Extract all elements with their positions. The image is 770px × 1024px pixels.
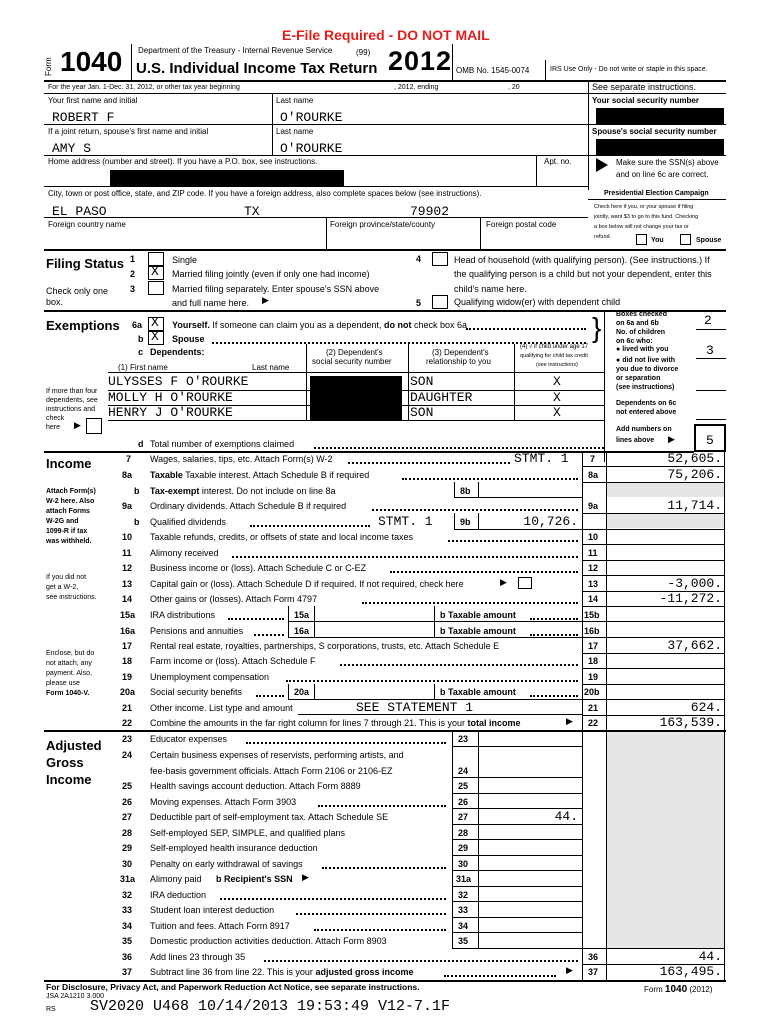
- line30-label: Penalty on early withdrawal of savings: [150, 859, 303, 869]
- filing-hoh-label-b: the qualifying person is a child but not your dependent, enter this: [454, 269, 712, 279]
- attach-6: was withheld.: [46, 538, 92, 545]
- line8a-value[interactable]: 75,206.: [667, 467, 722, 482]
- arrow-icon: ▶: [74, 420, 81, 430]
- no-w2-2: get a W-2,: [46, 584, 79, 591]
- arrow-icon: ▶: [668, 434, 675, 444]
- filing-qw-label: Qualifying widow(er) with dependent child: [454, 297, 621, 307]
- city-label: City, town or post office, state, and ZIP code. If you have a foreign address, also complete spaces below (see instructions).: [48, 189, 482, 198]
- line31a-label: Alimony paid: [150, 874, 202, 884]
- side-2: on 6a and 6b: [616, 320, 659, 327]
- stamp-line: SV2020 U468 10/14/2013 19:53:49 V12-7.1F: [90, 998, 451, 1015]
- self-label: Yourself.: [172, 320, 210, 330]
- line34-label: Tuition and fees. Attach Form 8917: [150, 921, 290, 931]
- enclose-5: Form 1040-V.: [46, 690, 90, 697]
- line27-value[interactable]: 44.: [554, 809, 578, 824]
- spouse-ssn-redaction: [596, 139, 724, 155]
- line23-label: Educator expenses: [150, 734, 228, 744]
- line20a-label: Social security benefits: [150, 687, 243, 697]
- line21-stmt: SEE STATEMENT 1: [356, 700, 474, 715]
- enclose-2: not attach, any: [46, 660, 92, 667]
- line33-label: Student loan interest deduction: [150, 905, 275, 915]
- pec-you-checkbox[interactable]: [636, 234, 647, 245]
- exempt-self-mark: X: [151, 315, 159, 330]
- side-5-text: lived with you: [622, 346, 669, 353]
- line37-text: Subtract line 36 from line 22. This is your: [150, 967, 313, 977]
- pec-text-3: a box below will not change your tax or: [594, 224, 689, 230]
- agi-title-2: Gross: [46, 755, 84, 770]
- dep1-check[interactable]: X: [553, 374, 561, 389]
- self-text: If someone can claim you as a dependent,: [212, 320, 382, 330]
- line8b-taxexempt: Tax-exempt: [150, 486, 200, 496]
- exempt-spouse-mark: X: [151, 329, 159, 344]
- filing-hoh-checkbox[interactable]: [432, 252, 448, 266]
- attach-4: W-2G and: [46, 518, 79, 525]
- form-title: U.S. Individual Income Tax Return: [136, 60, 378, 77]
- ssn-check-arrow: [596, 158, 608, 172]
- see-instructions: See separate instructions.: [592, 82, 697, 92]
- ssn-note-2: and on line 6c are correct.: [616, 170, 709, 179]
- box-label: box.: [46, 297, 64, 307]
- line31b-label: b Recipient's SSN: [216, 874, 293, 884]
- ssn-label: Your social security number: [592, 96, 699, 105]
- line36-label: Add lines 23 through 35: [150, 952, 246, 962]
- line8a-taxable: Taxable: [150, 470, 183, 480]
- line7-value[interactable]: 52,605.: [667, 451, 722, 466]
- income-title: Income: [46, 456, 92, 471]
- line8a-label: [150, 470, 369, 480]
- pec-spouse-checkbox[interactable]: [680, 234, 691, 245]
- dep2-rel[interactable]: DAUGHTER: [410, 390, 473, 405]
- tax-year: 2012: [388, 46, 453, 76]
- line8b-label: [150, 486, 335, 496]
- spouse-last-label: Last name: [276, 127, 314, 136]
- spouse-last-value[interactable]: O'ROURKE: [280, 141, 343, 156]
- line36-value[interactable]: 44.: [698, 949, 722, 964]
- dep3-name[interactable]: HENRY J O'ROURKE: [108, 405, 233, 420]
- line7-label: Wages, salaries, tips, etc. Attach Form(s) W-2: [150, 454, 333, 464]
- more-than-four-3: instructions and: [46, 406, 96, 413]
- agi-label: adjusted gross income: [315, 967, 414, 977]
- dep1-name[interactable]: ULYSSES F O'ROURKE: [108, 374, 249, 389]
- dep1-ssn-redaction: [310, 376, 402, 390]
- line10-label: Taxable refunds, credits, or offsets of state and local income taxes: [150, 532, 413, 542]
- dep-col2b: social security number: [312, 357, 392, 366]
- dep3-ssn-redaction: [310, 406, 402, 420]
- arrow-icon: ▶: [262, 295, 269, 305]
- filing-hoh-label-a: Head of household (with qualifying person). (See instructions.) If: [454, 255, 710, 265]
- pec-text-1: Check here if you, or your spouse if filing: [594, 204, 694, 210]
- filing-mfs-label-a: Married filing separately. Enter spouse's SSN above: [172, 284, 380, 294]
- line15b-label: b Taxable amount: [440, 610, 516, 620]
- more-than-four-5: here: [46, 424, 61, 431]
- side-1: Boxes checked: [616, 311, 667, 318]
- foreign-postal-label: Foreign postal code: [486, 220, 557, 229]
- dep-col1b: Last name: [252, 363, 290, 372]
- side-3: No. of children: [616, 329, 665, 336]
- dep3-check[interactable]: X: [553, 405, 561, 420]
- line13-checkbox[interactable]: [518, 577, 532, 589]
- line9b-stmt: STMT. 1: [378, 514, 433, 529]
- dep2-name[interactable]: MOLLY H O'ROURKE: [108, 390, 233, 405]
- dept-label: Department of the Treasury - Internal Revenue Service: [138, 46, 333, 55]
- comma-20-label: , 20: [508, 84, 520, 91]
- jsa-code: JSA 2A1210 3.000: [46, 993, 104, 1000]
- line16a-label: Pensions and annuities: [150, 626, 244, 636]
- ending-label: , 2012, ending: [394, 84, 439, 91]
- line32-label: IRA deduction: [150, 890, 207, 900]
- side-9: (see instructions): [616, 384, 675, 391]
- dep-col4b: qualifying for child tax credit: [520, 353, 588, 359]
- dep-col3a: (3) Dependent's: [432, 348, 489, 357]
- attach-5: 1099-R if tax: [46, 528, 88, 535]
- form-footer-number: 1040: [664, 984, 688, 995]
- exempt-self-label: [172, 320, 467, 330]
- side-5: ● lived with you: [616, 346, 669, 353]
- apt-label: Apt. no.: [544, 157, 572, 166]
- more-than-four-2: dependents, see: [46, 397, 98, 404]
- ssn-note-1: Make sure the SSN(s) above: [616, 158, 719, 167]
- dep1-rel[interactable]: SON: [410, 374, 434, 389]
- more-than-four-1: If more than four: [46, 388, 98, 395]
- form-label: Form: [44, 57, 53, 76]
- irs-use-only: IRS Use Only - Do not write or staple in this space.: [550, 66, 708, 73]
- city-value[interactable]: EL PASO: [52, 204, 107, 219]
- line8a-text: Taxable interest. Attach Schedule B if required: [185, 470, 370, 480]
- address-redaction: [110, 170, 344, 186]
- line9b-label: Qualified dividends: [150, 517, 227, 527]
- arrow-icon: ▶: [302, 872, 309, 882]
- line27-label: Deductible part of self-employment tax. Attach Schedule SE: [150, 812, 389, 822]
- line26-label: Moving expenses. Attach Form 3903: [150, 797, 297, 807]
- exemptions-title: Exemptions: [46, 318, 120, 333]
- form-footer-year: (2012): [689, 985, 713, 994]
- spouse-first-value[interactable]: AMY S: [52, 141, 92, 156]
- disclosure-notice: For Disclosure, Privacy Act, and Paperwork Reduction Act Notice, see separate instructions.: [46, 982, 420, 992]
- no-w2-3: see instructions.: [46, 594, 97, 601]
- filing-single-label: Single: [172, 255, 198, 265]
- state-value[interactable]: TX: [244, 204, 260, 219]
- line37-label: [150, 967, 413, 977]
- line28-label: Self-employed SEP, SIMPLE, and qualified plans: [150, 828, 345, 838]
- filing-mfs-checkbox[interactable]: [148, 281, 164, 295]
- line13-label: Capital gain or (loss). Attach Schedule D if required. If not required, check here: [150, 579, 464, 589]
- filing-qw-checkbox[interactable]: [432, 295, 448, 309]
- arrow-icon: ▶: [500, 577, 507, 587]
- lived-with-value[interactable]: 3: [706, 343, 714, 358]
- side-8: or separation: [616, 375, 661, 382]
- more-dependents-checkbox[interactable]: [86, 418, 102, 434]
- line18-label: Farm income or (loss). Attach Schedule F: [150, 656, 316, 666]
- line29-label: Self-employed health insurance deduction: [150, 843, 318, 853]
- line14-value[interactable]: -11,272.: [659, 591, 722, 606]
- pec-title: Presidential Election Campaign: [604, 190, 709, 197]
- pec-text-4: refund.: [594, 234, 612, 240]
- line8b-text: interest. Do not include on line 8a: [201, 486, 336, 496]
- dep2-ssn-redaction: [310, 391, 402, 405]
- pec-spouse-label: Spouse: [696, 237, 722, 244]
- line14-label: Other gains or (losses). Attach Form 4797: [150, 594, 318, 604]
- attach-1: Attach Form(s): [46, 488, 96, 495]
- line17-value[interactable]: 37,662.: [667, 638, 722, 653]
- dep3-rel[interactable]: SON: [410, 405, 434, 420]
- enclose-4: please use: [46, 680, 80, 687]
- dependents-label: Dependents:: [150, 347, 205, 357]
- address-label: Home address (number and street). If you have a P.O. box, see instructions.: [48, 157, 318, 166]
- enclose-1: Enclose, but do: [46, 650, 95, 657]
- first-name-label: Your first name and initial: [48, 96, 138, 105]
- line37-value[interactable]: 163,495.: [659, 964, 722, 979]
- more-than-four-4: check: [46, 415, 65, 422]
- filing-mfj-mark: X: [151, 264, 159, 279]
- check-only-one: Check only one: [46, 286, 109, 296]
- spouse-ssn-label: Spouse's social security number: [592, 127, 717, 136]
- do-not-text: do not: [383, 320, 412, 330]
- line24-label-b: fee-basis government officials. Attach Form 2106 or 2106-EZ: [150, 766, 393, 776]
- foreign-province-label: Foreign province/state/county: [330, 220, 435, 229]
- total-income-label: total income: [467, 718, 521, 728]
- omb-number: OMB No. 1545-0074: [456, 66, 530, 75]
- code-99: (99): [356, 48, 371, 57]
- dep-col3b: relationship to you: [426, 357, 491, 366]
- no-w2-1: If you did not: [46, 574, 87, 581]
- zip-value[interactable]: 79902: [410, 204, 450, 219]
- boxes-checked-value[interactable]: 2: [704, 313, 712, 328]
- foreign-country-label: Foreign country name: [48, 220, 126, 229]
- attach-2: W-2 here. Also: [46, 498, 95, 505]
- dep2-check[interactable]: X: [553, 390, 561, 405]
- filing-hoh-label-c: child's name here.: [454, 284, 527, 294]
- line25-label: Health savings account deduction. Attach Form 8889: [150, 781, 361, 791]
- side-10: Dependents on 6c: [616, 400, 677, 407]
- side-12: Add numbers on: [616, 426, 672, 433]
- dep-col1: (1) First name: [118, 363, 168, 372]
- line13-value[interactable]: -3,000.: [667, 576, 722, 591]
- line11-label: Alimony received: [150, 548, 219, 558]
- side-4: on 6c who:: [616, 338, 653, 345]
- total-exemptions-label: Total number of exemptions claimed: [150, 439, 295, 449]
- side-7: you due to divorce: [616, 366, 679, 373]
- form-footer-label: Form: [644, 985, 663, 994]
- line16b-label: b Taxable amount: [440, 626, 516, 636]
- line7-stmt: STMT. 1: [514, 451, 569, 466]
- line9a-label: Ordinary dividends. Attach Schedule B if required: [150, 501, 347, 511]
- brace: }: [592, 312, 602, 343]
- check-box-text: check box 6a: [414, 320, 468, 330]
- dep-col4a: (4) √ if child under age 17: [520, 344, 588, 350]
- pec-text-2: jointly, want $3 to go to this fund. Checking: [594, 214, 699, 220]
- last-name-label: Last name: [276, 96, 314, 105]
- last-name-value[interactable]: O'ROURKE: [280, 110, 343, 125]
- line24-label-a: Certain business expenses of reservists, performing artists, and: [150, 750, 404, 760]
- filing-mfs-label-b: and full name here.: [172, 298, 250, 308]
- line20b-label: b Taxable amount: [440, 687, 516, 697]
- attach-3: attach Forms: [46, 508, 90, 515]
- form-number: 1040: [60, 46, 123, 77]
- line17-label: Rental real estate, royalties, partnerships, S corporations, trusts, etc. Attach Schedule E: [150, 641, 500, 651]
- line22-text: Combine the amounts in the far right column for lines 7 through 21. This is your: [150, 718, 465, 728]
- arrow-icon: ▶: [566, 965, 573, 975]
- enclose-3: payment. Also,: [46, 670, 92, 677]
- tax-year-line: For the year Jan. 1-Dec. 31, 2012, or other tax year beginning: [48, 84, 240, 91]
- side-6: ● did not live with: [616, 357, 676, 364]
- dep-col2a: (2) Dependent's: [326, 348, 383, 357]
- line21-label: Other income. List type and amount: [150, 703, 293, 713]
- form-footer: [644, 984, 713, 995]
- dep-col4c: (see instructions): [536, 362, 578, 368]
- filing-mfj-label: Married filing jointly (even if only one had income): [172, 269, 370, 279]
- line15a-label: IRA distributions: [150, 610, 216, 620]
- line22-value[interactable]: 163,539.: [659, 715, 722, 730]
- line21-value[interactable]: 624.: [690, 700, 722, 715]
- line35-label: Domestic production activities deduction. Attach Form 8903: [150, 936, 387, 946]
- arrow-icon: ▶: [566, 716, 573, 726]
- exempt-spouse-label: Spouse: [172, 334, 205, 344]
- line9a-value[interactable]: 11,714.: [667, 498, 722, 513]
- first-name-value[interactable]: ROBERT F: [52, 110, 115, 125]
- efile-banner: E-File Required - DO NOT MAIL: [282, 27, 490, 43]
- line19-label: Unemployment compensation: [150, 672, 270, 682]
- line9b-value[interactable]: 10,726.: [523, 514, 578, 529]
- pec-you-label: You: [651, 237, 664, 244]
- side-11: not entered above: [616, 409, 677, 416]
- ssn-redaction: [596, 108, 724, 124]
- agi-title-1: Adjusted: [46, 738, 102, 753]
- total-exemptions-value[interactable]: 5: [706, 433, 714, 448]
- line22-label: [150, 718, 521, 728]
- filing-status-title: Filing Status: [46, 256, 124, 271]
- spouse-first-label: If a joint return, spouse's first name and initial: [48, 127, 209, 136]
- rs-code: RS: [46, 1006, 56, 1013]
- side-13: lines above: [616, 437, 655, 444]
- line12-label: Business income or (loss). Attach Schedule C or C-EZ: [150, 563, 367, 573]
- agi-title-3: Income: [46, 772, 92, 787]
- side-6-text: did not live with: [622, 357, 676, 364]
- line8b-box[interactable]: [454, 482, 582, 498]
